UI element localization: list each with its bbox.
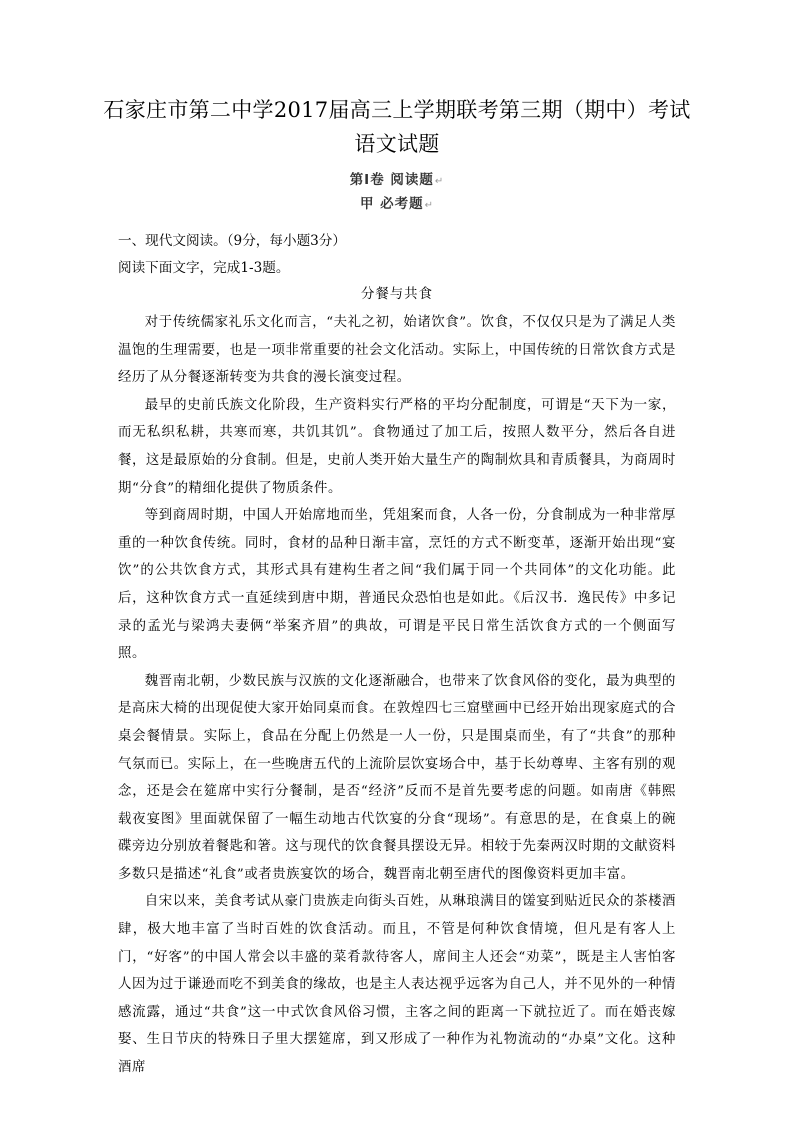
return-mark-icon: ↵ [434, 176, 445, 187]
article-paragraph: 最早的史前氏族文化阶段，生产资料实行严格的平均分配制度，可谓是“天下为一家，而无私织私耕，共寒而寒，共饥其饥”。食物通过了加工后，按照人数平分，然后各自进餐，这是最原始的分食制。但是，史前人类开始大量生产的陶制炊具和青质餐具，为商周时期“分食”的精细化提供了物质条件。 [118, 397, 676, 496]
section-heading [0, 195, 794, 215]
exam-title: 石家庄市第二中学2017届高三上学期联考第三期（期中）考试 [103, 98, 691, 122]
volume-heading [0, 171, 794, 191]
article-paragraph: 对于传统儒家礼乐文化而言，“夫礼之初，始诸饮食”。饮食，不仅仅只是为了满足人类温饱的生理需要，也是一项非常重要的社会文化活动。实际上，中国传统的日常饮食方式是经历了从分餐逐渐转变为共食的漫长演变过程。 [118, 315, 676, 386]
volume-label: 第Ⅰ卷 阅读题 [349, 172, 434, 188]
article-paragraph: 自宋以来，美食考试从豪门贵族走向街头百姓，从琳琅满目的馐宴到贴近民众的茶楼酒肆，极大地丰富了当时百姓的饮食活动。而且，不管是何种饮食情境，但凡是有客人上门，“好客”的中国人常会以丰盛的菜肴款待客人，席间主人还会“劝菜”，既是主人害怕客人因为过于谦逊而吃不到美食的缘故，也是主人表达视乎远客为自己人，并不见外的一种情感流露，通过“共食”这一中式饮食风俗习惯，主客之间的距离一下就拉近了。而在婚丧嫁娶、生日节庆的特殊日子里大摆筵席，到又形成了一种作为礼物流动的“办桌”文化。这种酒席 [118, 894, 676, 1076]
article-paragraph: 魏晋南北朝，少数民族与汉族的文化逐渐融合，也带来了饮食风俗的变化，最为典型的是高床大椅的出现促使大家开始同桌而食。在敦煌四七三窟壁画中已经开始出现家庭式的合桌会餐情景。实际上，食品在分配上仍然是一人一份，只是围桌而坐，有了“共食”的那种气氛而已。实际上，在一些晚唐五代的上流阶层饮宴场合中，基于长幼尊卑、主客有别的观念，还是会在筵席中实行分餐制，是否“经济”反而不是首先要考虑的问题。如南唐《韩熙载夜宴图》里面就保留了一幅生动地古代饮宴的分食“现场”。有意思的是，在食桌上的碗碟旁边分别放着餐匙和箸。这与现代的饮食餐具摆设无异。相较于先秦两汉时期的文献资料多数只是描述“礼食”或者贵族宴饮的场合，魏晋南北朝至唐代的图像资料更加丰富。 [118, 673, 676, 882]
return-mark-icon: ↵ [424, 200, 435, 211]
article-paragraph: 等到商周时期，中国人开始席地而坐，凭俎案而食，人各一份，分食制成为一种非常厚重的一种饮食传统。同时，食材的品种日渐丰富，烹饪的方式不断变革，逐渐开始出现“宴饮”的公共饮食方式，其形式具有建构生者之间“我们属于同一个共同体”的文化功能。此后，这种饮食方式一直延续到唐中期，普通民众恐怕也是如此。《后汉书．逸民传》中多记录的孟光与梁鸿夫妻俩“举案齐眉”的典故，可谓是平民日常生活饮食方式的一个侧面写照。 [118, 508, 676, 662]
section-label: 甲 必考题 [359, 196, 424, 212]
article-title: 分餐与共食 [361, 287, 433, 302]
question-heading: 一、现代文阅读。（9分，每小题3分） [118, 233, 346, 249]
article-body [118, 309, 676, 1082]
exam-subtitle: 语文试题 [354, 132, 440, 156]
question-instruction: 阅读下面文字，完成1-3题。 [118, 260, 290, 276]
